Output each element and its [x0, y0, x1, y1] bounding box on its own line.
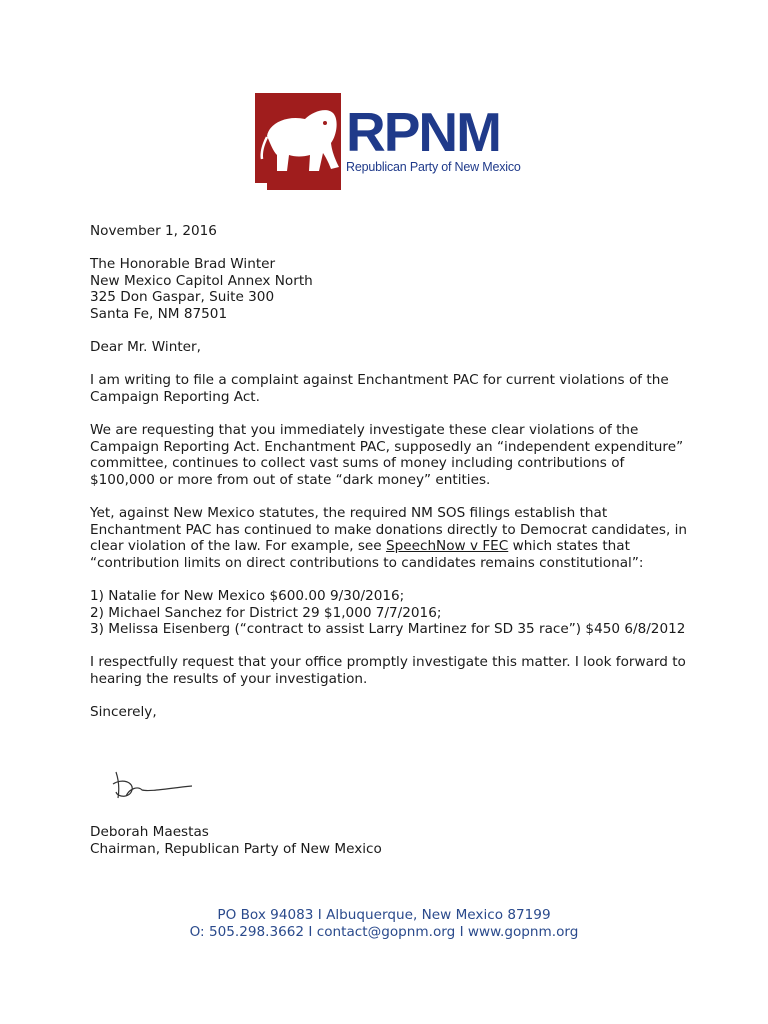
paragraph-text: which states that “contribution limits on direct contributions to candidates remains constitutional”: — [90, 538, 644, 571]
rpnm-elephant-logo — [253, 93, 341, 190]
letterhead — [253, 93, 523, 191]
paragraph-closing-request: I respectfully request that your office promptly investigate this matter. I look forward to hearing the results of your investigation. — [90, 654, 686, 688]
footer — [0, 907, 768, 941]
paragraph-statutes — [90, 505, 690, 571]
speechnow-link[interactable]: SpeechNow v FEC — [385, 538, 509, 555]
letter-date: November 1, 2016 — [90, 223, 217, 239]
signer-block — [90, 824, 382, 857]
list-item: 3) Melissa Eisenberg (“contract to assist Larry Martinez for SD 35 race”) $450 6/8/2012 — [90, 621, 686, 638]
closing: Sincerely, — [90, 704, 157, 721]
paragraph-request: We are requesting that you immediately investigate these clear violations of the Campaign Reporting Act. Enchantment PAC, supposedly an “independent expenditure” committee, continues to collect vast sums of money including contributions of $100,000 or more from out of state “dark money” entities. — [90, 422, 684, 488]
recipient-line: 325 Don Gaspar, Suite 300 — [90, 289, 275, 306]
footer-address: PO Box 94083 I Albuquerque, New Mexico 87199 — [217, 907, 551, 923]
paragraph-complaint: I am writing to file a complaint against Enchantment PAC for current violations of the Campaign Reporting Act. — [90, 372, 669, 405]
brand-subtitle: Republican Party of New Mexico — [346, 160, 521, 174]
recipient-line: Santa Fe, NM 87501 — [90, 305, 228, 322]
signer-title: Chairman, Republican Party of New Mexico — [90, 840, 382, 857]
recipient-address — [90, 256, 690, 322]
list-item: 1) Natalie for New Mexico $600.00 9/30/2016; — [90, 588, 405, 605]
signer-name: Deborah Maestas — [90, 824, 209, 840]
paragraph-text: Yet, against New Mexico statutes, the required NM SOS filings establish that Enchantment PAC has continued to make donations directly to Democrat candidates, in clear violation of the law. For example, see — [90, 505, 687, 555]
list-item: 2) Michael Sanchez for District 29 $1,000 7/7/2016; — [90, 604, 442, 621]
letter-body — [90, 223, 690, 737]
salutation: Dear Mr. Winter, — [90, 339, 201, 356]
footer-contact: O: 505.298.3662 I contact@gopnm.org I www.gopnm.org — [189, 924, 579, 940]
signature — [110, 768, 194, 802]
recipient-line: The Honorable Brad Winter — [90, 256, 276, 273]
recipient-line: New Mexico Capitol Annex North — [90, 272, 313, 289]
brand-name: RPNM — [346, 101, 500, 163]
donation-list — [90, 588, 690, 638]
